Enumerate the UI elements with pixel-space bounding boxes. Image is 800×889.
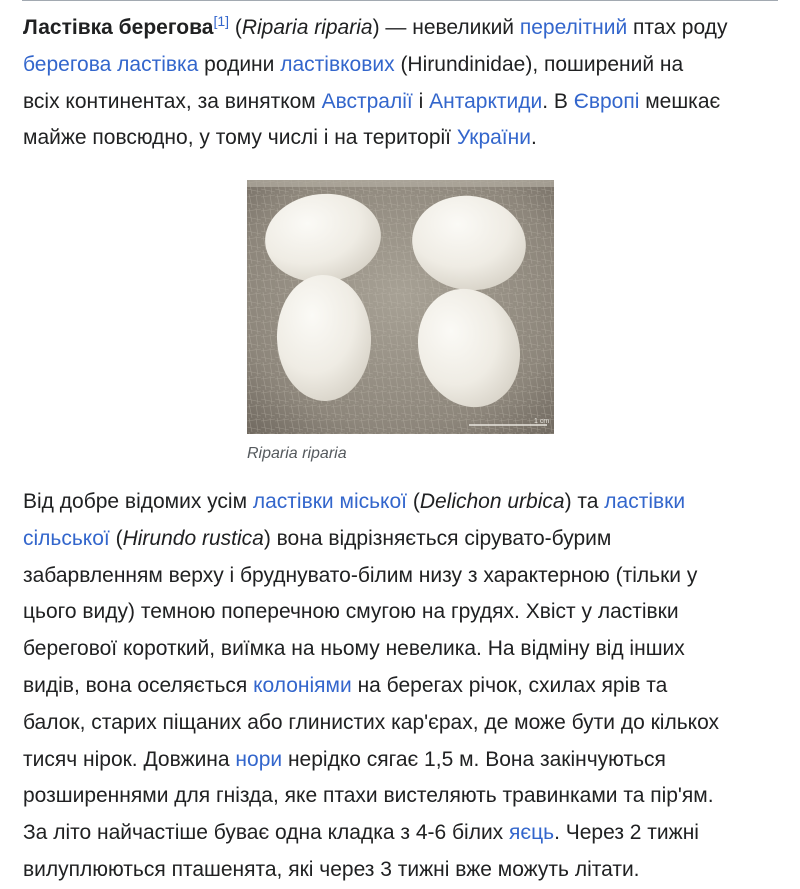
intro-line-4: майже повсюдно, у тому числі і на території України. — [23, 126, 537, 150]
body-line-3: забарвленням верху і бруднувато-білим низу з характерною (тільки у — [23, 563, 698, 587]
body-line-5: берегової короткий, виїмка на ньому невелика. На відміну від інших — [23, 637, 685, 661]
link-barn-swallow-cont[interactable]: сільської — [23, 526, 110, 550]
intro-line-3: всіх континентах, за винятком Австралії і Антарктиди. В Європі мешкає — [23, 89, 721, 113]
article-title: Ластівка берегова — [23, 16, 214, 39]
intro-paragraph — [23, 10, 783, 157]
body-paragraph — [23, 484, 783, 889]
link-ukraine[interactable]: України — [456, 126, 531, 150]
body-line-1: Від добре відомих усім ластівки міської (Delichon urbica) та ластівки — [23, 490, 686, 513]
eggs-photo[interactable] — [247, 180, 554, 434]
body-line-6: видів, вона оселяється колоніями на берегах річок, схилах ярів та — [23, 673, 668, 697]
body-line-11: вилуплюються пташенята, які через 3 тижні вже можуть літати. — [23, 857, 640, 881]
intro-line-1: Ластівка берегова[1] (Riparia riparia) — невеликий перелітний птах роду — [23, 13, 728, 39]
body-line-9: розширеннями для гнізда, яке птахи вистеляють травинками та пір'ям. — [23, 784, 714, 808]
figure-caption: Riparia riparia — [247, 445, 347, 462]
body-line-7: балок, старих піщаних або глинистих кар'єрах, де може бути до кількох — [23, 710, 720, 734]
body-line-4: цього виду) темною поперечною смугою на грудях. Хвіст у ластівки — [23, 600, 679, 624]
link-eggs[interactable]: яєць — [509, 821, 555, 845]
latin-barn-swallow: Hirundo rustica — [122, 526, 264, 550]
section-divider — [22, 0, 778, 1]
latin-name: Riparia riparia — [241, 16, 373, 39]
link-europe[interactable]: Європі — [573, 89, 640, 113]
link-house-martin[interactable]: ластівки міської — [252, 490, 407, 513]
link-family[interactable]: ластівкових — [280, 52, 395, 76]
body-line-2: сільської (Hirundo rustica) вона відрізняється сірувато-бурим — [23, 526, 612, 550]
scale-label: 1 cm — [534, 418, 550, 425]
latin-house-martin: Delichon urbica — [419, 490, 565, 513]
eggs-image — [247, 180, 554, 434]
reference-link[interactable]: [1] — [213, 13, 230, 29]
link-genus[interactable]: берегова ластівка — [23, 52, 199, 76]
body-line-10: За літо найчастіше буває одна кладка з 4-6 білих яєць. Через 2 тижні — [23, 821, 699, 845]
link-antarctica[interactable]: Антарктиди — [429, 89, 543, 113]
reference-sup — [213, 13, 229, 29]
link-migratory[interactable]: перелітний — [519, 16, 628, 39]
body-line-8: тисяч нірок. Довжина нори нерідко сягає 1,5 м. Вона закінчуються — [23, 747, 666, 771]
link-australia[interactable]: Австралії — [321, 89, 413, 113]
link-barn-swallow[interactable]: ластівки — [604, 490, 686, 513]
intro-line-2: берегова ластівка родини ластівкових (Hirundinidae), поширений на — [23, 52, 684, 76]
eggs-figure — [247, 180, 554, 463]
link-colonies[interactable]: колоніями — [253, 673, 352, 697]
box-edge — [247, 180, 554, 187]
link-burrow[interactable]: нори — [235, 747, 283, 771]
